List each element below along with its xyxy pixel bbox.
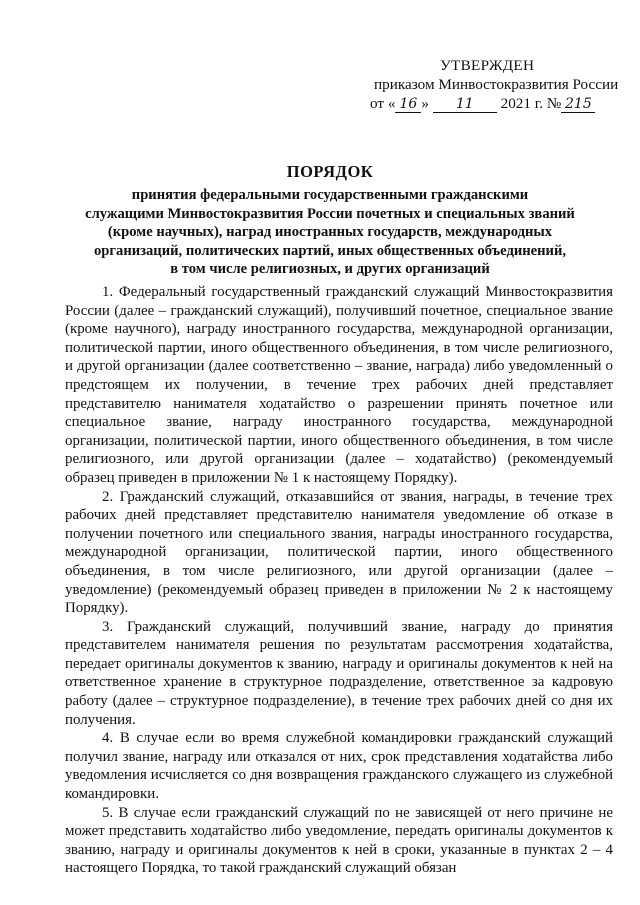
approval-stamp xyxy=(356,56,626,113)
date-mid: » xyxy=(421,95,430,112)
document-subtitle xyxy=(50,186,610,279)
date-day-handwritten: 16 xyxy=(395,97,421,113)
paragraph-5: 5. В случае если гражданский служащий по не зависящей от него причине не может представить ходатайство либо уведомление, передать оригиналы документов к званию, награду и оригиналы документов к ней в сроки, указанные в пунктах 2 – 4 настоящего Порядка, то такой гражданский служащий обязан xyxy=(65,804,613,877)
approval-title: УТВЕРЖДЕН xyxy=(440,57,535,74)
document-title: ПОРЯДОК xyxy=(286,162,374,181)
approval-date-line xyxy=(356,94,626,113)
date-year-suffix: 2021 г. № xyxy=(500,95,562,112)
date-month-handwritten: 11 xyxy=(433,97,497,113)
date-prefix: от « xyxy=(370,95,396,112)
paragraph-1: 1. Федеральный государственный гражданский служащий Минвостокразвития России (далее – гражданский служащий), получивший почетное, специальное звание (кроме научного), награду иностранного государства, международной организации, политической партии, иного общественного объединения, в том числе религиозного, и другой организации (далее соответственно – звание, награда) либо уведомленный о предстоящем их получении, в течение трех рабочих дней представляет представителю нанимателя ходатайство о разрешении принять почетное или специальное звание, награду иностранного государства, международной организации, политической партии, иного общественного объединения, в том числе религиозного, или другой организации (далее – ходатайство) (рекомендуемый образец приведен в приложении № 1 к настоящему Порядку). xyxy=(65,284,613,486)
subtitle-line: (кроме научных), наград иностранных государств, международных xyxy=(107,224,553,241)
subtitle-line: в том числе религиозных, и других организаций xyxy=(170,261,490,278)
paragraph-4: 4. В случае если во время служебной командировки гражданский служащий получил звание, награду или отказался от них, срок представления ходатайства либо уведомления исчисляется со дня возвращения гражданского служащего из служебной командировки. xyxy=(65,730,613,803)
document-body xyxy=(65,283,613,878)
subtitle-line: организаций, политических партий, иных общественных объединений, xyxy=(93,242,567,259)
document-heading xyxy=(50,162,610,279)
approval-order-line: приказом Минвостокразвития России xyxy=(374,76,619,93)
subtitle-line: служащими Минвостокразвития России почетных и специальных званий xyxy=(85,205,575,222)
paragraph-3: 3. Гражданский служащий, получивший звание, награду до принятия представителем нанимателя решения по результатам рассмотрения ходатайства, передает оригиналы документов к званию, награду и оригиналы документов к ней на ответственное хранение в структурное подразделение, ответственное за кадровую работу (далее – структурное подразделение), в течение трех рабочих дней со дня их получения. xyxy=(65,618,613,728)
order-number-handwritten: 215 xyxy=(561,97,595,113)
subtitle-line: принятия федеральными государственными гражданскими xyxy=(131,187,529,203)
paragraph-2: 2. Гражданский служащий, отказавшийся от звания, награды, в течение трех рабочих дней представляет представителю нанимателя уведомление об отказе в получении почетного или специального звания, награды иностранного государства, международной организации, политической партии, иного общественного объединения, в том числе религиозного, или другой организации (далее – уведомление) (рекомендуемый образец приведен в приложении № 2 к настоящему Порядку). xyxy=(65,488,613,617)
